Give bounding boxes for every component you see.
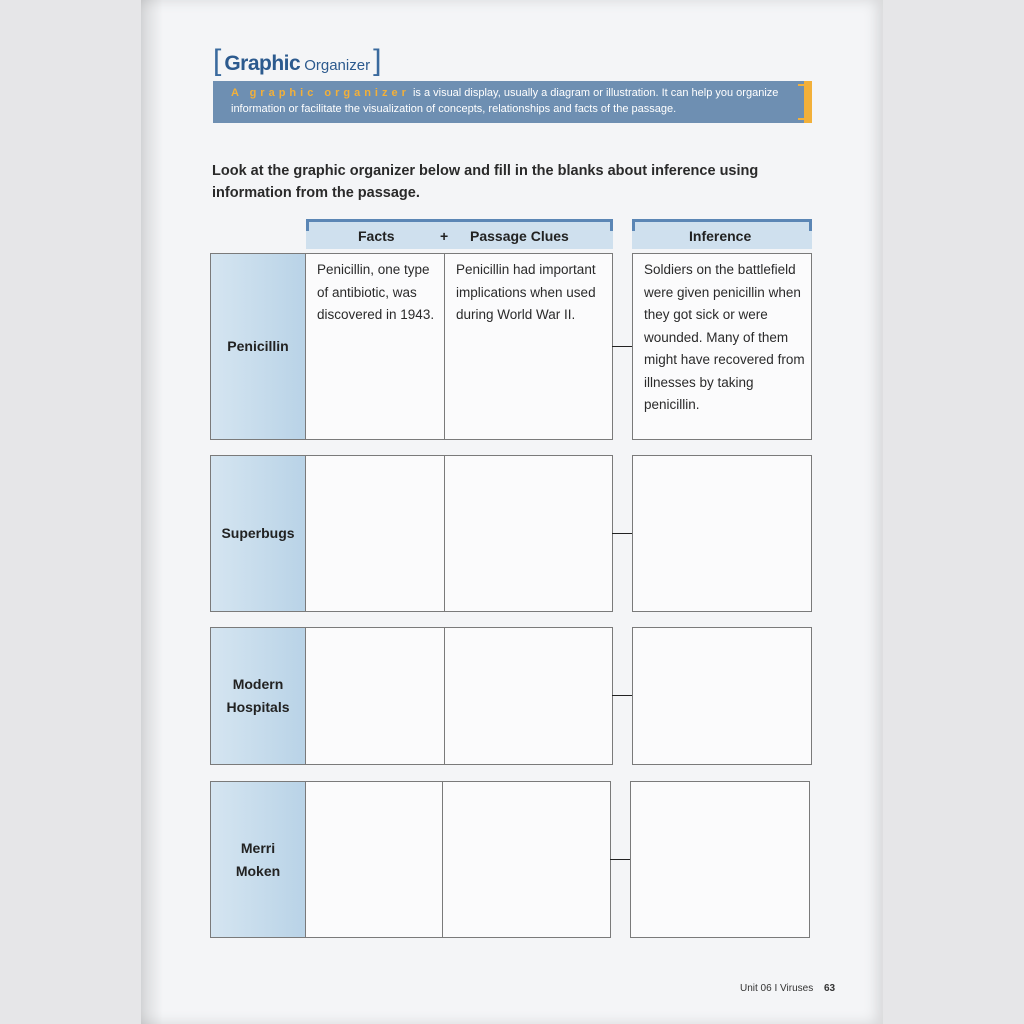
row-label-text: Merri Moken xyxy=(235,839,281,879)
facts-clues-box-merri-moken[interactable] xyxy=(305,781,611,938)
page-spine-shadow xyxy=(141,0,163,1024)
inference-box-merri-moken[interactable] xyxy=(630,781,810,938)
footer-unit: Unit 06 xyxy=(740,983,772,994)
facts-clues-header xyxy=(306,219,613,249)
connector-line xyxy=(610,859,631,860)
row-label-penicillin xyxy=(210,253,306,440)
inference-header xyxy=(632,219,812,249)
fact-cell-penicillin: Penicillin, one type of antibiotic, was discovered in 1943. xyxy=(317,262,435,322)
connector-line xyxy=(612,533,633,534)
row-label-modern-hospitals xyxy=(210,627,306,765)
footer-topic: Viruses xyxy=(780,983,814,994)
column-divider xyxy=(444,627,445,765)
banner-line2: information or facilitate the visualization of concepts, relationships and facts of the passage. xyxy=(231,103,677,115)
footer-separator: I xyxy=(774,983,778,994)
clues-header-label: Passage Clues xyxy=(470,228,569,244)
clue-cell-penicillin: Penicillin had important implications when used during World War II. xyxy=(456,262,596,322)
facts-clues-box-superbugs[interactable] xyxy=(305,455,613,612)
banner-line1: is a visual display, usually a diagram or illustration. It can help you organize xyxy=(409,87,779,99)
page-footer xyxy=(740,983,835,994)
title-bold: Graphic xyxy=(224,52,301,75)
inference-box-modern-hospitals[interactable] xyxy=(632,627,812,765)
column-divider xyxy=(442,781,443,938)
title-bracket-open: [ xyxy=(213,44,222,77)
page-number: 63 xyxy=(823,983,836,994)
section-title xyxy=(213,46,381,76)
row-label-text: Modern Hospitals xyxy=(226,676,290,715)
plus-sign: + xyxy=(440,228,449,244)
row-label-text: Superbugs xyxy=(221,525,295,541)
instruction-text: Look at the graphic organizer below and fill in the blanks about inference using information from the passage. xyxy=(212,163,759,201)
column-divider xyxy=(444,253,445,440)
title-light: Organizer xyxy=(304,57,371,74)
facts-clues-box-modern-hospitals[interactable] xyxy=(305,627,613,765)
row-label-text: Penicillin xyxy=(227,338,289,354)
row-label-merri-moken xyxy=(210,781,306,938)
facts-header-label: Facts xyxy=(358,228,395,244)
inference-cell-penicillin: Soldiers on the battlefield were given penicillin when they got sick or were wounded. Many of them might have recovered from illnesses by taking penicillin. xyxy=(644,262,805,412)
connector-line xyxy=(612,346,633,347)
banner-bracket-accent xyxy=(804,81,812,123)
row-label-superbugs xyxy=(210,455,306,612)
inference-box-superbugs[interactable] xyxy=(632,455,812,612)
connector-line xyxy=(612,695,633,696)
banner-keyword: A graphic organizer xyxy=(231,87,410,99)
column-divider xyxy=(444,455,445,612)
inference-header-label: Inference xyxy=(689,228,752,244)
title-bracket-close: ] xyxy=(373,44,382,77)
definition-banner xyxy=(213,81,806,123)
